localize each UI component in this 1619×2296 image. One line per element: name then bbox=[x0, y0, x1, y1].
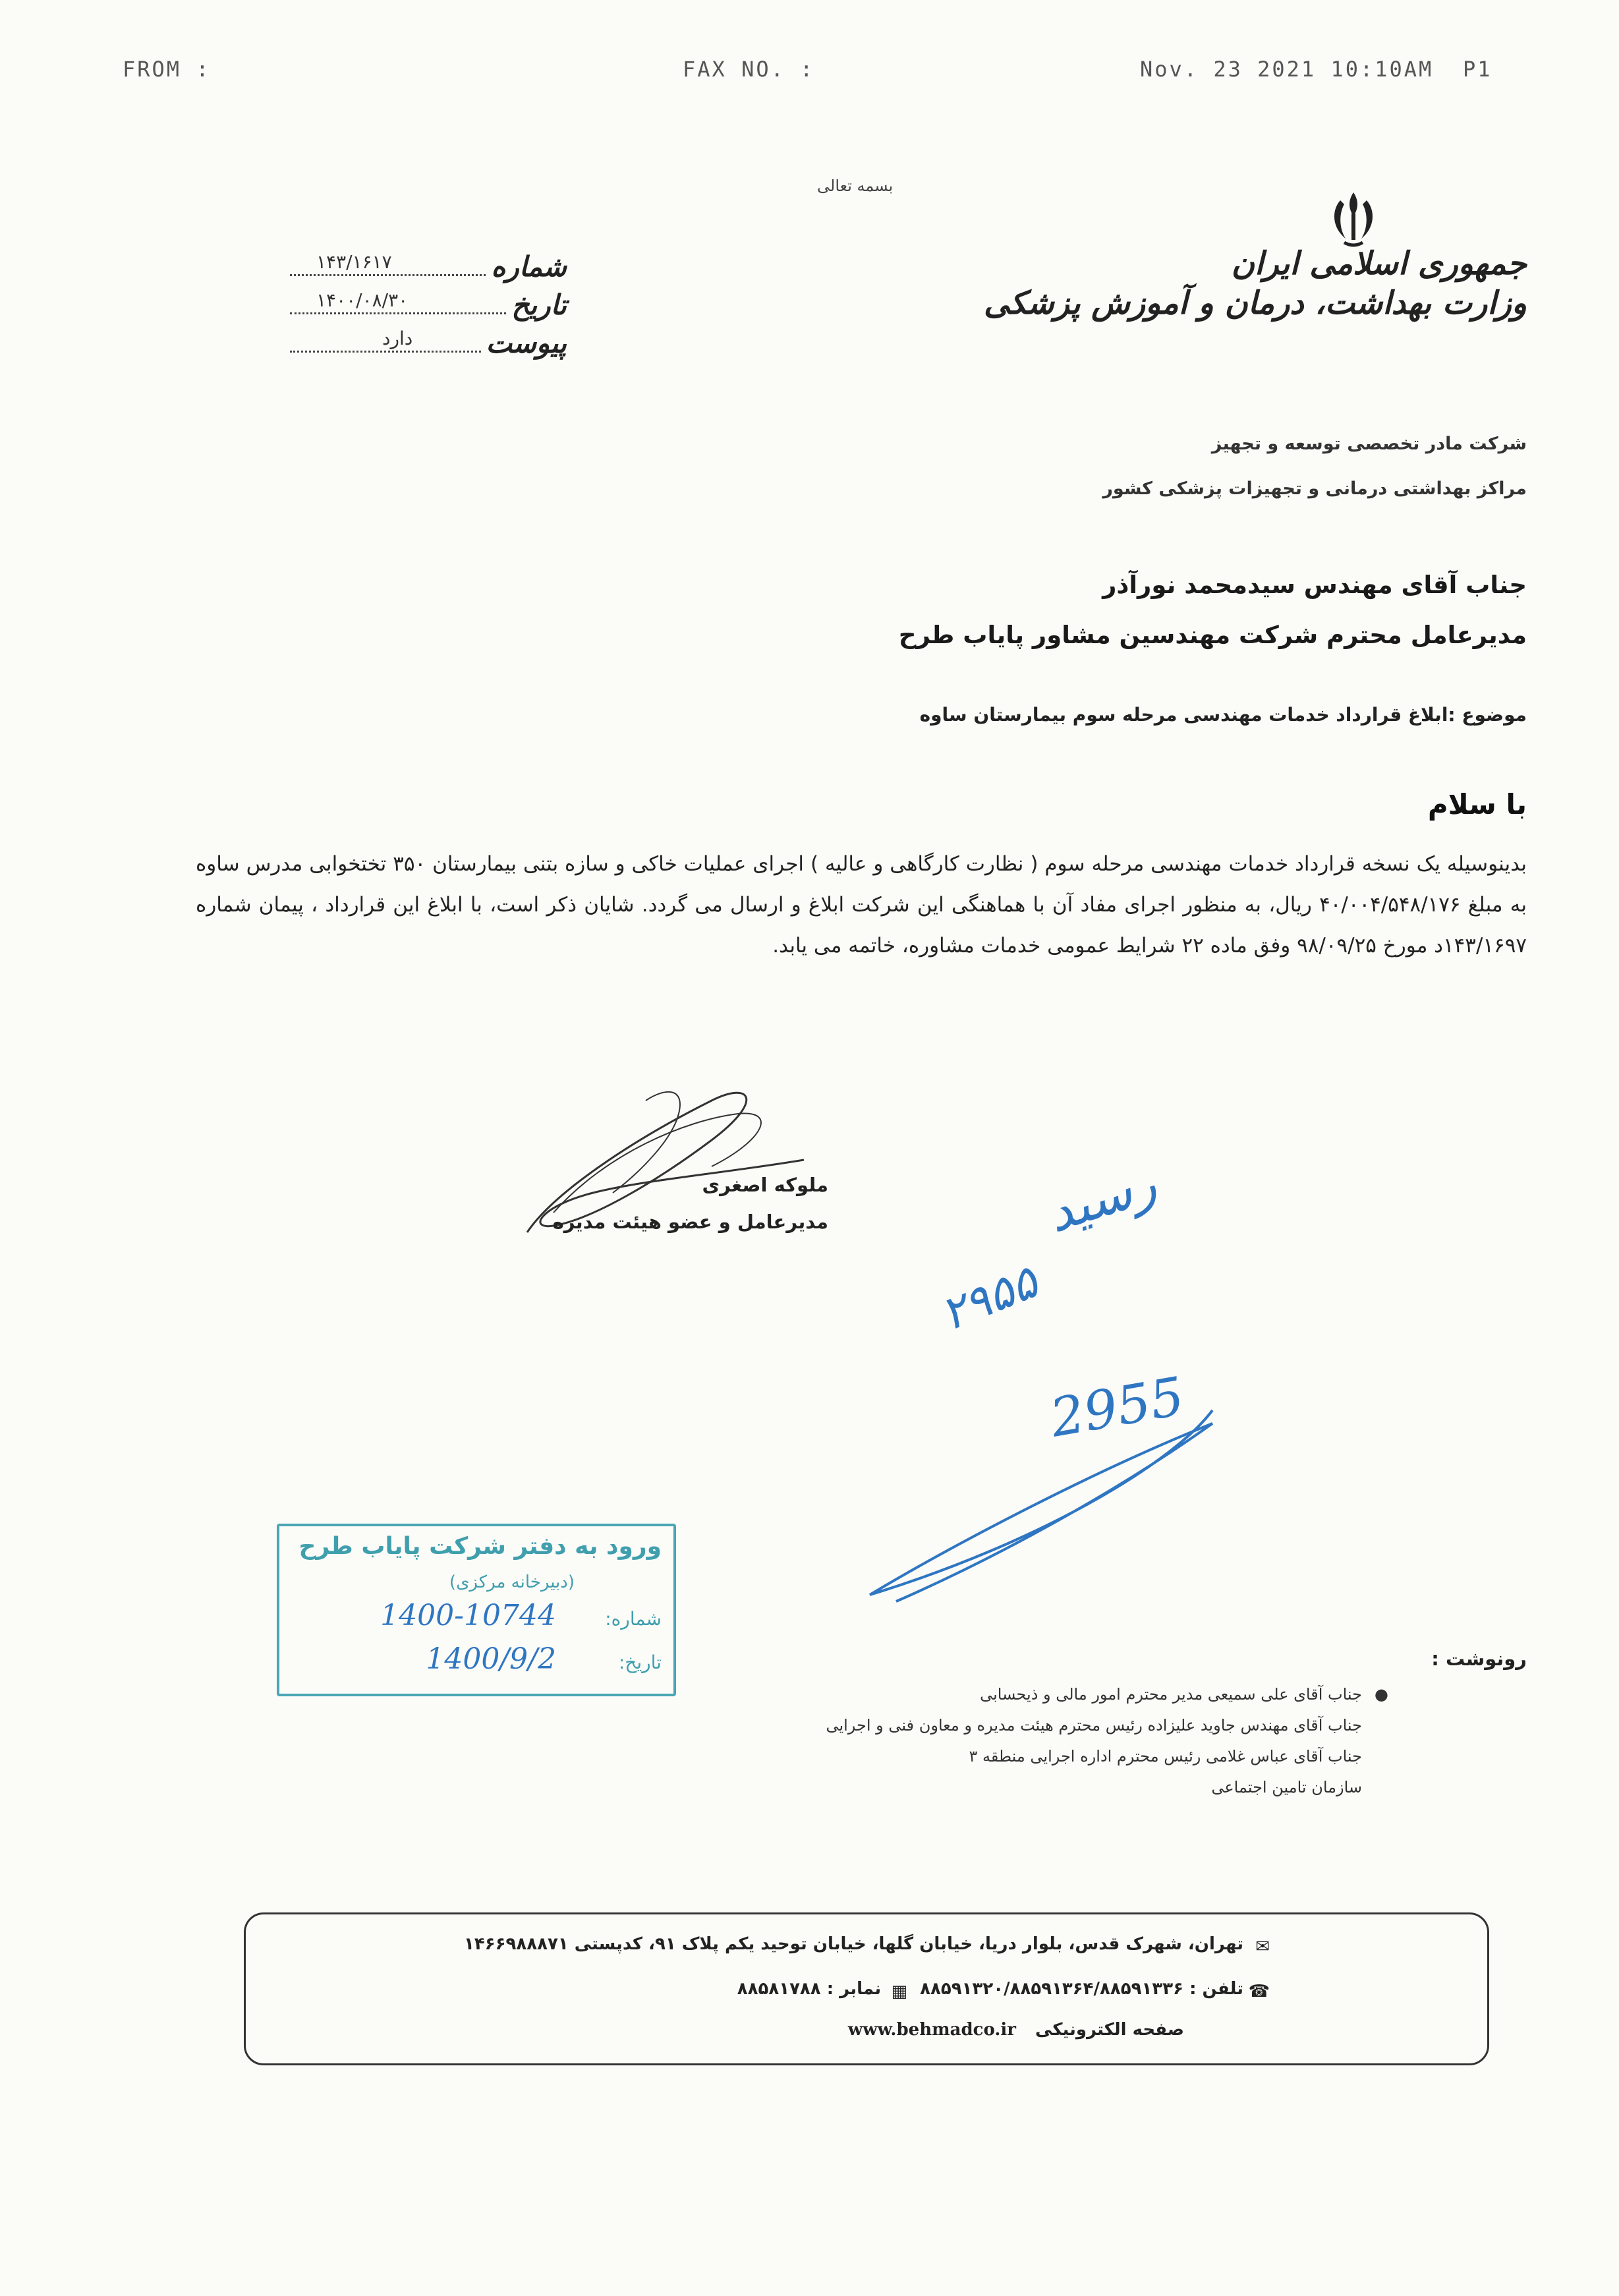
company-line2: مراکز بهداشتی درمانی و تجهیزات پزشکی کشور bbox=[1102, 478, 1527, 499]
handwritten-line1: رسید bbox=[1040, 1153, 1164, 1245]
phone-label: تلفن : bbox=[1189, 1979, 1243, 1999]
body-paragraph: بدینوسیله یک نسخه قرارداد خدمات مهندسی مرحله سوم ( نظارت کارگاهی و عالیه ) اجرای عملیات خاکی و سازه بتنی بیمارستان ۳۵۰ تختخوابی مدرس ساوه به مبلغ ۴۰/۰۰۴/۵۴۸/۱۷۶ ریال، به منظور اجرای مفاد آن با هماهنگی این شرکت ابلاغ و ارسال می گردد. شایان ذکر است، با ابلاغ این قرارداد ، پیمان شماره ۱۴۳/۱۶۹۷د مورخ ۹۸/۰۹/۲۵ وفق ماده ۲۲ شرایط عمومی خدمات مشاوره، خاتمه می یابد. bbox=[196, 852, 1527, 958]
fax-label: نمابر : bbox=[826, 1979, 882, 1999]
cc-item: جناب آقای مهندس جاوید علیزاده رئیس محترم هیئت مدیره و معاون فنی و اجرایی bbox=[826, 1716, 1362, 1735]
phone-icon: ☎ bbox=[1248, 1981, 1270, 2001]
footer-address: تهران، شهرک قدس، بلوار دریا، خیابان گلها، خیابان توحید یکم پلاک ۹۱، کدپستی ۱۴۶۶۹۸۸۸۷۱ bbox=[464, 1934, 1243, 1954]
cc-item: ● جناب آقای علی سمیعی مدیر محترم امور مالی و ذیحسابی bbox=[826, 1679, 1362, 1710]
greeting: با سلام bbox=[1427, 788, 1527, 820]
website-value: www.behmadco.ir bbox=[847, 2020, 1016, 2040]
fax-value: ۸۸۵۸۱۷۸۸ bbox=[737, 1979, 821, 1999]
recipient-line2: مدیرعامل محترم شرکت مهندسین مشاور پایاب طرح bbox=[898, 621, 1527, 649]
fax-icon: ▦ bbox=[891, 1981, 908, 2001]
cc-list bbox=[826, 1679, 1388, 1803]
stamp-date-row bbox=[293, 1642, 662, 1676]
stamp-date-label: تاریخ: bbox=[618, 1651, 662, 1673]
company-name bbox=[1102, 422, 1527, 511]
fax-timestamp: Nov. 23 2021 10:10AM bbox=[1140, 57, 1434, 82]
recipient-line1: جناب آقای مهندس سیدمحمد نورآذر bbox=[1102, 571, 1527, 599]
stamp-number-label: شماره: bbox=[605, 1608, 662, 1630]
meta-date-row bbox=[290, 289, 567, 327]
cc-title: رونوشت : bbox=[1431, 1648, 1527, 1670]
date-label: تاریخ bbox=[511, 289, 567, 321]
envelope-icon: ✉ bbox=[1255, 1936, 1270, 1957]
footer-phone-line bbox=[737, 1979, 1270, 1999]
attachment-value: دارد bbox=[382, 328, 413, 349]
company-line1: شرکت مادر تخصصی توسعه و تجهیز bbox=[1211, 434, 1527, 454]
signer-name: ملوکه اصغری bbox=[702, 1174, 828, 1196]
recipient bbox=[899, 560, 1527, 660]
handwritten-line2: ۲۹۵۵ bbox=[932, 1254, 1045, 1342]
number-value: ۱۴۳/۱۶۱۷ bbox=[316, 251, 392, 273]
stamp-title: ورود به دفتر شرکت پایاب طرح bbox=[298, 1533, 662, 1560]
stamp-number-value: 1400-10744 bbox=[380, 1599, 556, 1632]
letter-meta bbox=[290, 250, 567, 365]
entry-stamp bbox=[277, 1524, 676, 1696]
basmala: بسمه تعالی bbox=[817, 177, 894, 195]
signer-title: مدیرعامل و عضو هیئت مدیره bbox=[552, 1211, 828, 1233]
subject-line: موضوع :ابلاغ قرارداد خدمات مهندسی مرحله سوم بیمارستان ساوه bbox=[919, 704, 1527, 726]
date-value: ۱۴۰۰/۰۸/۳۰ bbox=[316, 289, 409, 311]
iran-emblem-icon bbox=[1322, 187, 1385, 250]
ministry-line1: جمهوری اسلامی ایران bbox=[1231, 245, 1527, 282]
footer-contact-box bbox=[244, 1912, 1489, 2065]
phone-value: ۸۸۵۹۱۳۲۰/۸۸۵۹۱۳۶۴/۸۸۵۹۱۳۳۶ bbox=[920, 1979, 1183, 1999]
fax-page: P1 bbox=[1463, 57, 1492, 82]
bullet-icon: ● bbox=[1375, 1685, 1388, 1704]
website-label: صفحه الکترونیکی bbox=[1035, 2020, 1184, 2040]
ministry-header bbox=[984, 244, 1527, 323]
stamp-subtitle: (دبیرخانه مرکزی) bbox=[449, 1572, 575, 1592]
meta-attachment-row bbox=[290, 327, 567, 365]
stamp-number-row bbox=[293, 1599, 662, 1632]
fax-from-label: FROM : bbox=[123, 57, 211, 82]
attachment-label: پیوست bbox=[486, 327, 567, 359]
handwritten-annotation bbox=[843, 1134, 1252, 1634]
fax-number-label: FAX NO. : bbox=[683, 57, 815, 82]
signer-block bbox=[553, 1166, 828, 1240]
handwritten-digits: 2955 bbox=[1046, 1365, 1189, 1449]
cc-item: سازمان تامین اجتماعی bbox=[1211, 1778, 1362, 1796]
footer-website-line bbox=[848, 2020, 1184, 2040]
cc-item: جناب آقای عباس غلامی رئیس محترم اداره اجرایی منطقه ۳ bbox=[969, 1747, 1362, 1765]
footer-address-line bbox=[464, 1934, 1270, 1957]
number-label: شماره bbox=[491, 250, 567, 283]
ministry-line2: وزارت بهداشت، درمان و آموزش پزشکی bbox=[984, 285, 1527, 322]
meta-number-row bbox=[290, 250, 567, 289]
stamp-date-value: 1400/9/2 bbox=[426, 1642, 556, 1676]
